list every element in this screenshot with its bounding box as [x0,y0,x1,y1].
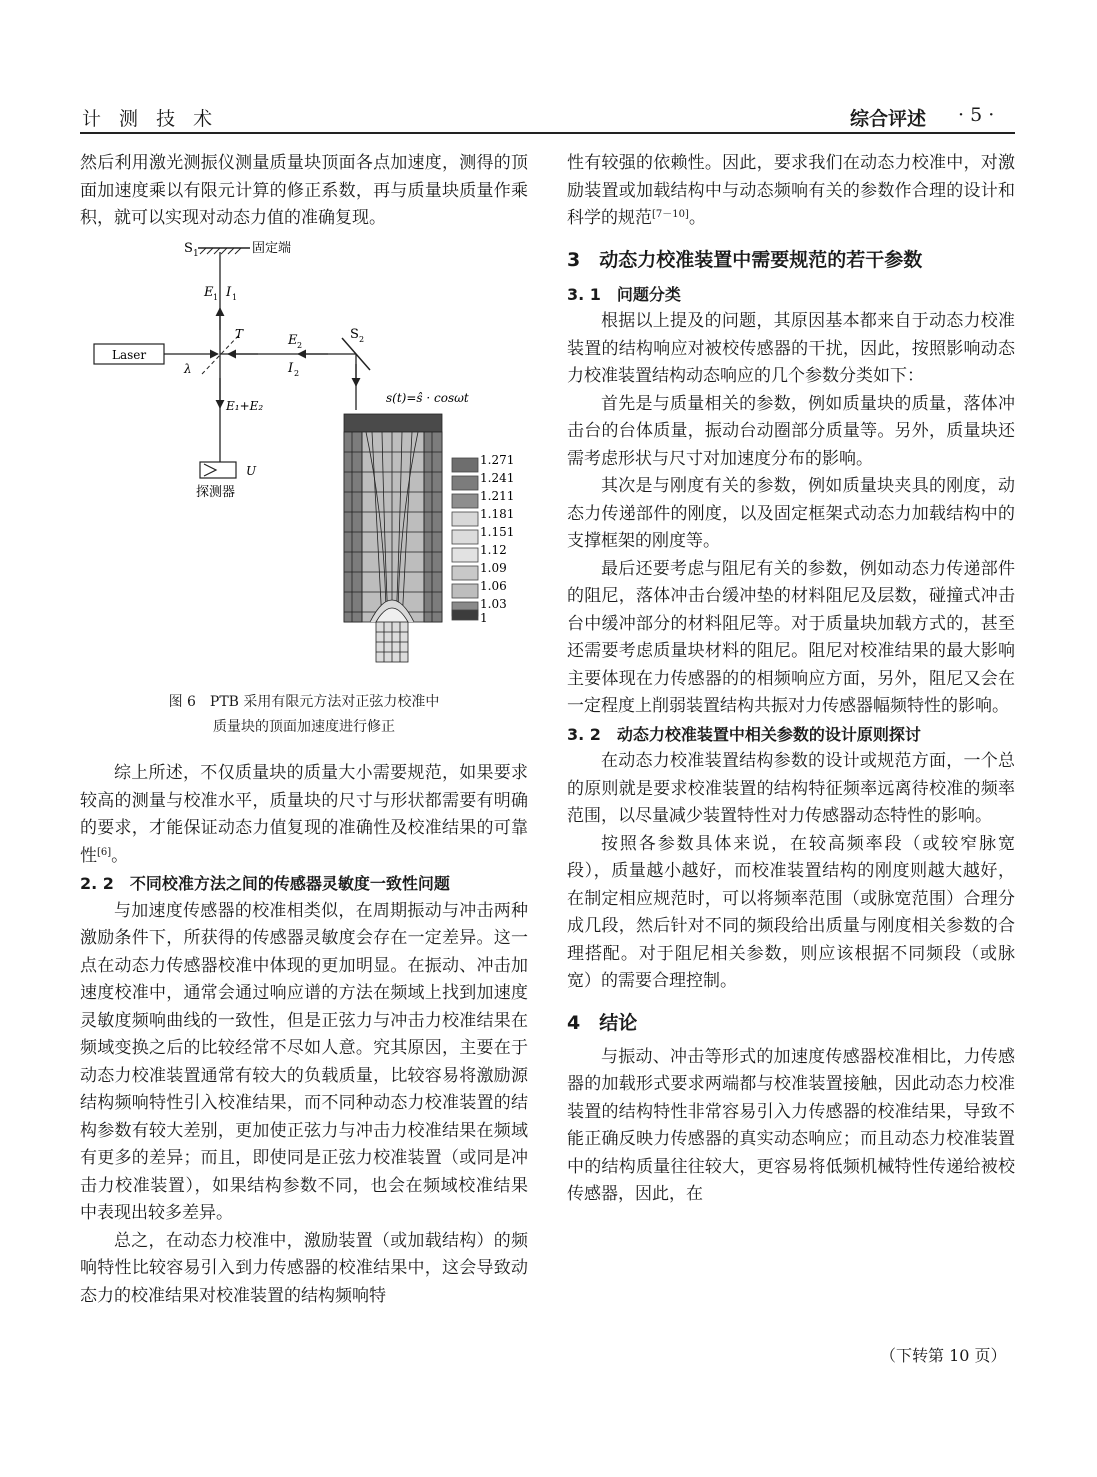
page-number: · 5 · [958,104,995,126]
heading-2-2: 2. 2 不同校准方法之间的传感器灵敏度一致性问题 [80,874,450,893]
label-e1e2: E₁+E₂ [226,399,264,413]
heading-4: 4 结论 [567,1011,638,1034]
heading-3: 3 动态力校准装置中需要规范的若干参数 [567,248,923,271]
legend-swatch-6 [452,566,478,580]
label-u: U [246,464,257,478]
figure-6-caption [80,690,528,740]
citation-7-10: [7－10] [652,209,689,220]
label-laser: Laser [112,348,147,362]
summary-end: 。 [111,845,129,866]
paragraph-summary [80,760,528,870]
caption-line-1: 图 6 PTB 采用有限元方法对正弦力校准中 [168,694,440,710]
legend-label-7: 1.06 [480,579,507,593]
paragraph-3-1b: 首先是与质量相关的参数，例如质量块的质量，落体冲击台的台体质量，振动台动圈部分质量等。另外，质量块还需考虑形状与尺寸对加速度分布的影响。 [567,393,1015,469]
legend-swatch-3 [452,512,478,526]
right-column [567,150,1015,1209]
paragraph-3-1a: 根据以上提及的问题，其原因基本都来自于动态力校准装置的结构响应对被校传感器的干扰，因此，按照影响动态力校准装置结构动态响应的几个参数分类如下： [567,311,1015,386]
label-i2: I [288,361,294,376]
legend-label-1: 1.241 [480,471,515,485]
citation-6: [6] [97,846,112,858]
legend-swatch-1 [452,476,478,490]
label-s2: S [350,327,359,342]
paragraph-conclusion-left: 总之，在动态力校准中，激励装置（或加载结构）的频响特性比较容易引入到力传感器的校准结果中，这会导致动态力的校准结果对校准装置的结构频响特 [80,1230,528,1306]
label-s2-sub: 2 [359,335,365,344]
paragraph-4: 与振动、冲击等形式的加速度传感器校准相比，力传感器的加载形式要求两端都与校准装置接触，因此动态力校准装置的结构特性非常容易引入力传感器的校准结果，导致不能正确反映力传感器的真实动态响应；而且动态力校准装置中的结构质量往往较大，更容易将低频机械特性传递给被校传感器，因此，在 [567,1046,1015,1204]
label-t: T [235,327,244,341]
heading-3-1: 3. 1 问题分类 [567,284,681,304]
legend-swatch-9 [452,610,478,620]
label-detector: 探测器 [196,485,236,500]
label-i1-sub: 1 [232,293,238,302]
caption-line-2: 质量块的顶面加速度进行修正 [213,719,395,735]
summary-text: 综上所述，不仅质量块的质量大小需要规范，如果要求较高的测量与校准水平，质量块的尺寸与形状都需要有明确的要求，才能保证动态力值复现的准确性及校准结果的可靠性 [80,763,528,866]
journal-name: 计 测 技 术 [82,108,219,130]
legend-label-4: 1.151 [480,525,515,539]
label-fixed-end: 固定端 [252,241,292,256]
legend-label-3: 1.181 [480,507,515,521]
continued-end: 。 [688,208,706,228]
left-column-bottom [80,760,528,1310]
label-i2-sub: 2 [294,369,300,378]
legend-label-0: 1.271 [480,453,515,467]
label-st: s(t)=ŝ · cosωt [386,391,469,405]
legend-label-5: 1.12 [480,543,507,557]
legend-label-9: 1 [480,611,488,625]
label-e1: E [204,285,214,300]
label-e1-sub: 1 [213,293,219,302]
label-e2-sub: 2 [297,341,303,350]
fem-mesh [344,414,442,662]
section-title: 综合评述 [850,108,927,130]
paragraph-3-1c: 其次是与刚度有关的参数，例如质量块夹具的刚度，动态力传递部件的刚度，以及固定框架式动态力加载结构中的支撑框架的刚度等。 [567,476,1015,551]
label-s1-sub: 1 [193,249,199,259]
paragraph-3-2b: 按照各参数具体来说，在较高频率段（或较窄脉宽段），质量越小越好，而校准装置结构的刚度则越大越好，在制定相应规范时，可以将频率范围（或脉宽范围）合理分成几段，然后针对不同的频段给出质量与刚度相关参数的合理搭配。对于阻尼相关参数，则应该根据不同频段（或脉宽）的需要合理控制。 [567,833,1015,991]
label-e2: E [288,333,298,348]
legend-swatch-2 [452,494,478,508]
paragraph-intro: 然后利用激光测振仪测量质量块顶面各点加速度，测得的顶面加速度乘以有限元计算的修正系数，再与质量块质量作乘积，就可以实现对动态力值的准确复现。 [80,153,528,228]
figure-6 [80,238,528,678]
legend-label-6: 1.09 [480,561,507,575]
label-s1: S [184,241,193,256]
header-rule [80,132,1015,134]
legend-swatch-7 [452,584,478,598]
figure-6-diagram [80,238,528,678]
paragraph-3-2a: 在动态力校准装置结构参数的设计或规范方面，一个总的原则就是要求校准装置的结构特征频率远离待校准的频率范围，以尽量减少装置特性对力传感器动态特性的影响。 [567,751,1015,826]
paragraph-continued [567,150,1015,233]
legend-label-8: 1.03 [480,597,507,611]
label-lambda: λ [184,362,192,376]
continued-text: 性有较强的依赖性。因此，要求我们在动态力校准中，对激励装置或加载结构中与动态频响有关的参数作合理的设计和科学的规范 [567,153,1015,228]
legend-swatch-4 [452,530,478,544]
continued-note: （下转第 10 页） [880,1346,1007,1365]
heading-3-2: 3. 2 动态力校准装置中相关参数的设计原则探讨 [567,724,921,744]
paragraph-3-1d: 最后还要考虑与阻尼有关的参数，例如动态力传递部件的阻尼，落体冲击台缓冲垫的材料阻尼及层数，碰撞式冲击台中缓冲部分的材料阻尼等。对于质量块加载方式的，甚至还需要考虑质量块材料的阻尼。阻尼对校准结果的最大影响主要体现在力传感器的的相频响应方面，另外，阻尼又会在一定程度上削弱装置结构共振对力传感器幅频特性的影响。 [567,558,1015,716]
fem-legend [452,453,514,625]
label-i1: I [226,285,232,300]
paragraph-2-2: 与加速度传感器的校准相类似，在周期振动与冲击两种激励条件下，所获得的传感器灵敏度会存在一定差异。这一点在动态力传感器校准中体现的更加明显。在振动、冲击加速度校准中，通常会通过响应谱的方法在频域上找到加速度灵敏度频响曲线的一致性，但是正弦力与冲击力校准结果在频域变换之后的比较经常不尽如人意。究其原因，主要在于动态力校准装置通常有较大的负载质量，比较容易将激励源结构频响特性引入校准结果，而不同种动态力校准装置的结构参数有较大差别，更加使正弦力与冲击力校准结果在频域有更多的差异；而且，即使同是正弦力校准装置（或同是冲击力校准装置），如果结构参数不同，也会在频域校准结果中表现出较多差异。 [80,900,528,1223]
left-column-top [80,150,528,233]
legend-swatch-0 [452,458,478,472]
legend-swatch-5 [452,548,478,562]
legend-label-2: 1.211 [480,489,515,503]
